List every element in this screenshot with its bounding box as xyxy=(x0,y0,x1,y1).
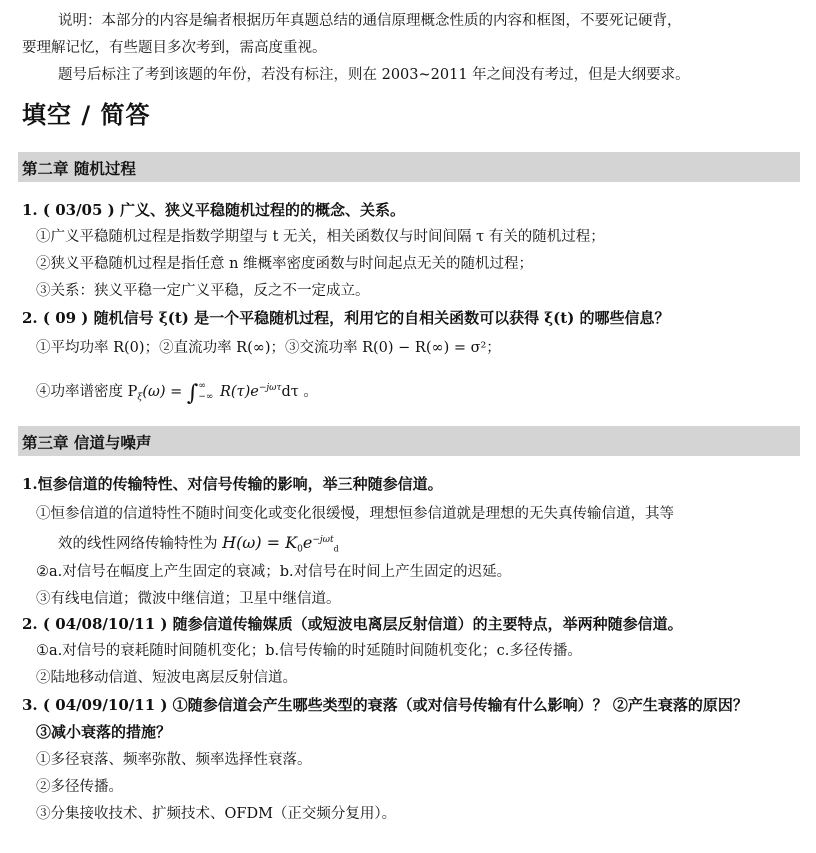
ch3-q3-answer-2: ②多径传播。 xyxy=(36,779,123,795)
chapter-3-heading: 第三章 信道与噪声 xyxy=(22,434,152,452)
ch3-q3-title-cont: ③减小衰落的措施？ xyxy=(36,723,172,741)
integral-end: dτ 。 xyxy=(281,383,318,400)
psd-prefix: ④功率谱密度 P xyxy=(36,383,138,400)
integral-sign: ∫ xyxy=(186,380,199,406)
transfer-formula: H(ω) = K xyxy=(222,532,298,552)
ch3-q2-title: 2. ( 04/08/10/11 ) 随参信道传输媒质（或短波电离层反射信道）的主要特点，举两种随参信道。 xyxy=(22,615,683,633)
ch3-q1-answer-3: ③有线电信道；微波中继信道；卫星中继信道。 xyxy=(36,591,341,607)
transfer-k-subscript: 0 xyxy=(297,544,303,555)
intro-line-3: 题号后标注了考到该题的年份，若没有标注，则在 2003~2011 年之间没有考过，但是大纲要求。 xyxy=(58,67,690,83)
ch3-q2-answer-1: ①a.对信号的衰耗随时间随机变化；b.信号传输的时延随时间随机变化；c.多径传播。 xyxy=(36,643,582,659)
integral-lower-limit: −∞ xyxy=(198,391,214,402)
ch3-q3-answer-3: ③分集接收技术、扩频技术、OFDM（正交频分复用）。 xyxy=(36,806,397,822)
ch2-q2-answer-2 xyxy=(36,378,318,408)
ch3-q3-title: 3. ( 04/09/10/11 ) ①随参信道会产生哪些类型的衰落（或对信号传输有什么影响）？ ②产生衰落的原因？ xyxy=(22,696,748,714)
integral-upper-limit: ∞ xyxy=(198,380,206,391)
ch3-q1-answer-2: ②a.对信号在幅度上产生固定的衰减；b.对信号在时间上产生固定的迟延。 xyxy=(36,564,512,580)
ch2-q2-title: 2. ( 09 ) 随机信号 ξ(t) 是一个平稳随机过程，利用它的自相关函数可以获得 ξ(t) 的哪些信息？ xyxy=(22,309,670,327)
transfer-prefix: 效的线性网络传输特性为 xyxy=(58,535,223,552)
ch3-q1-answer-1: ①恒参信道的信道特性不随时间变化或变化很缓慢，理想恒参信道就是理想的无失真传输信道，其等 xyxy=(36,506,674,522)
ch2-q1-answer-3: ③关系：狭义平稳一定广义平稳，反之不一定成立。 xyxy=(36,283,370,299)
transfer-exponent-sub: d xyxy=(333,544,339,554)
integral-exponent: −jωτ xyxy=(258,383,282,393)
ch2-q1-answer-2: ②狭义平稳随机过程是指任意 n 维概率密度函数与时间起点无关的随机过程； xyxy=(36,256,534,272)
transfer-exponent: −jωt xyxy=(312,535,334,545)
psd-omega: (ω) = xyxy=(142,383,187,400)
ch2-q2-answer-1: ①平均功率 R(0)；②直流功率 R(∞)；③交流功率 R(0) − R(∞) = σ²； xyxy=(36,340,501,356)
ch3-q3-answer-1: ①多径衰落、频率弥散、频率选择性衰落。 xyxy=(36,752,312,768)
intro-line-1: 说明：本部分的内容是编者根据历年真题总结的通信原理概念性质的内容和框图，不要死记硬背， xyxy=(58,13,682,29)
chapter-2-heading: 第二章 随机过程 xyxy=(22,160,136,178)
ch3-q1-title: 1.恒参信道的传输特性、对信号传输的影响，举三种随参信道。 xyxy=(22,475,443,493)
psd-subscript: ξ xyxy=(137,392,143,403)
section-title: 填空 / 简答 xyxy=(22,101,151,129)
ch3-q2-answer-2: ②陆地移动信道、短波电离层反射信道。 xyxy=(36,670,297,686)
ch2-q1-answer-1: ①广义平稳随机过程是指数学期望与 t 无关，相关函数仅与时间间隔 τ 有关的随机过程； xyxy=(36,229,605,245)
transfer-e: e xyxy=(302,532,313,552)
intro-line-2: 要理解记忆，有些题目多次考到，需高度重视。 xyxy=(22,40,327,56)
chapter-3-heading-bar xyxy=(18,426,800,456)
integral-body: R(τ)e xyxy=(215,383,259,400)
ch2-q1-title: 1. ( 03/05 ) 广义、狭义平稳随机过程的的概念、关系。 xyxy=(22,201,405,219)
chapter-2-heading-bar xyxy=(18,152,800,182)
ch3-q1-answer-1-cont xyxy=(58,530,339,560)
